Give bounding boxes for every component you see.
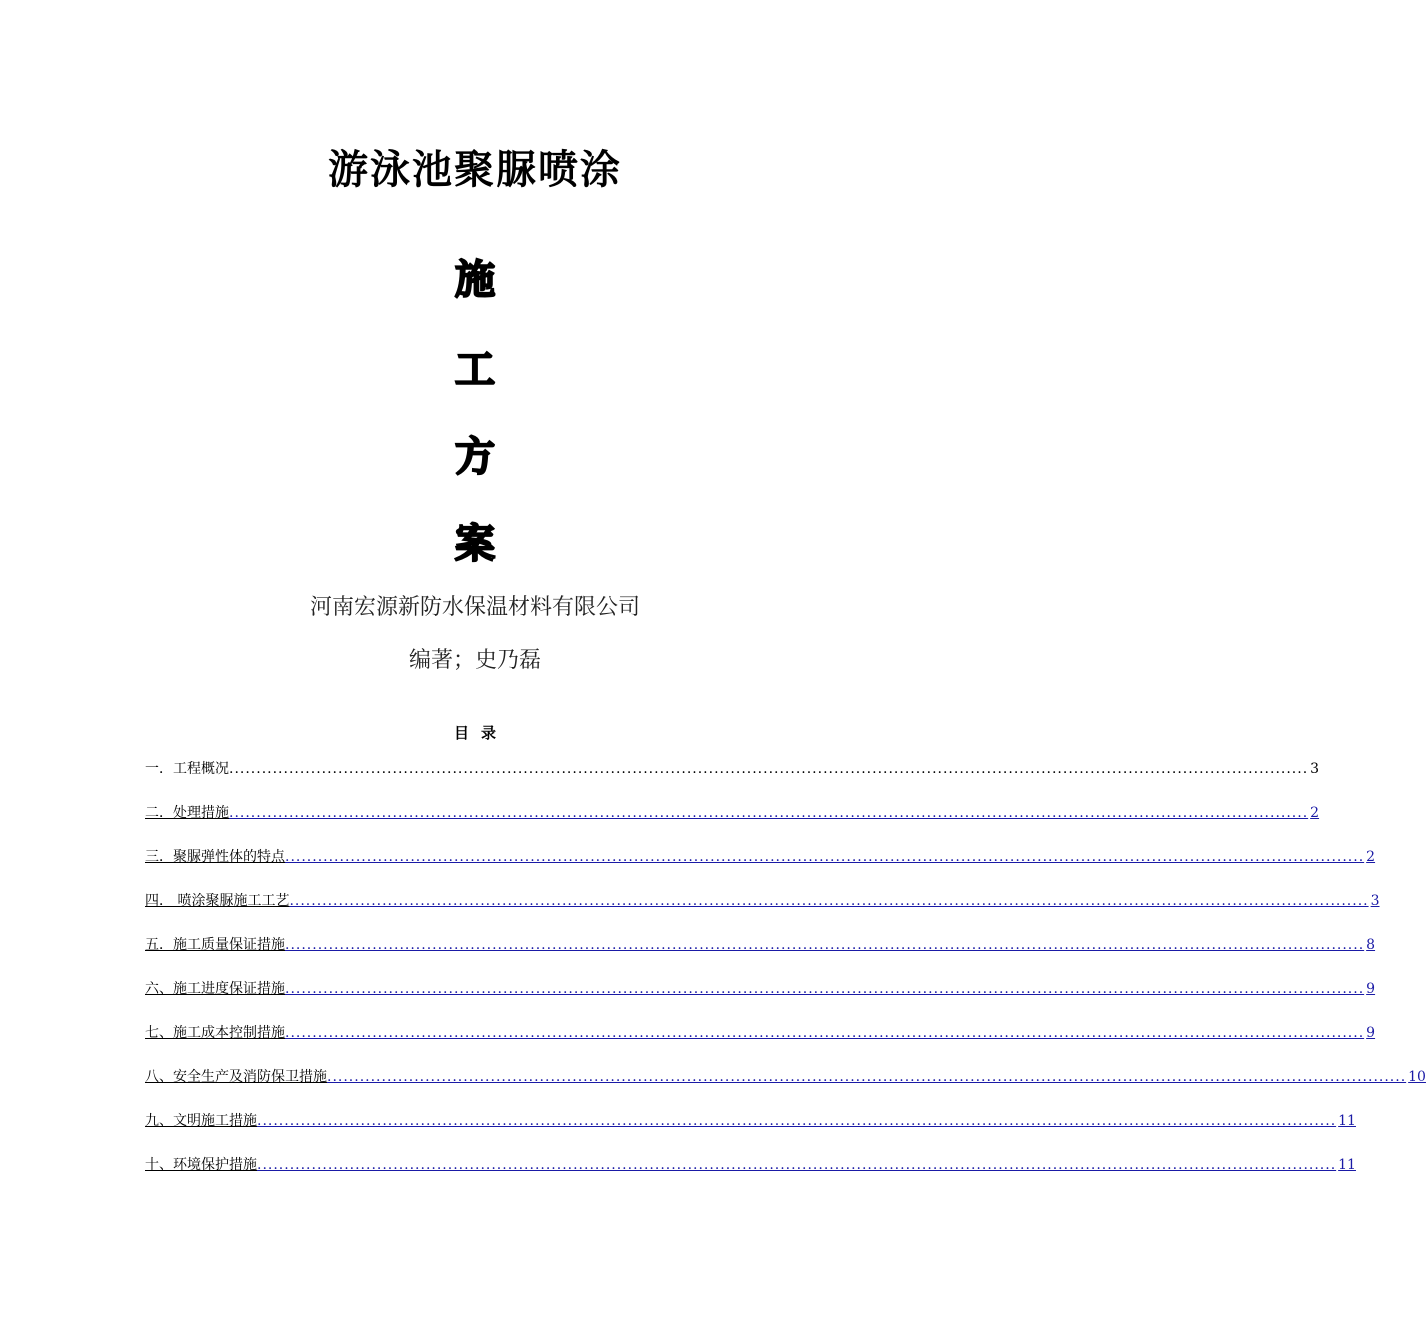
toc-entry-label: 三．聚脲弹性体的特点 (145, 849, 285, 865)
toc-leader-dots: ...................................................................................................................................................................................................... (289, 893, 1369, 909)
toc-entry-page: 10 (1408, 1069, 1426, 1085)
toc-entry-label: 六、施工进度保证措施 (145, 981, 285, 997)
toc-leader-dots: ...................................................................................................................................................................................................... (257, 1113, 1337, 1129)
toc-entry-page: 8 (1366, 937, 1376, 953)
subtitle-char-3: 方 (455, 434, 495, 480)
toc-leader-dots: ...................................................................................................................................................................................................... (285, 937, 1365, 953)
subtitle-char-1: 施 (455, 257, 495, 303)
toc-entry-label: 五．施工质量保证措施 (145, 937, 285, 953)
author-line: 编著；史乃磊 (408, 648, 541, 673)
toc-leader-dots: ...................................................................................................................................................................................................... (285, 849, 1365, 865)
toc-entry-7[interactable] (145, 1022, 1376, 1066)
toc-leader-dots: ...................................................................................................................................................................................................... (285, 1025, 1365, 1041)
toc-leader-dots: ...................................................................................................................................................................................................... (285, 981, 1365, 997)
toc-entry-label: 四． 喷涂聚脲施工工艺 (145, 893, 290, 909)
toc-entry-page: 9 (1366, 1025, 1376, 1041)
toc-entry-label: 八、安全生产及消防保卫措施 (145, 1069, 327, 1085)
toc-entry-1[interactable] (145, 758, 1320, 802)
toc-entry-label: 一．工程概况 (145, 761, 229, 777)
subtitle-char-2: 工 (455, 347, 495, 393)
toc-entry-page: 9 (1366, 981, 1376, 997)
toc-entry-label: 七、施工成本控制措施 (145, 1025, 285, 1041)
company-name: 河南宏源新防水保温材料有限公司 (309, 595, 640, 620)
table-of-contents (145, 758, 1426, 1198)
toc-entry-label: 十、环境保护措施 (145, 1157, 257, 1173)
toc-leader-dots: ...................................................................................................................................................................................................... (327, 1069, 1407, 1085)
toc-entry-page: 11 (1338, 1113, 1356, 1129)
toc-entry-9[interactable] (145, 1110, 1356, 1154)
toc-entry-page: 11 (1338, 1157, 1356, 1173)
toc-entry-page: 3 (1370, 893, 1380, 909)
toc-leader-dots: ...................................................................................................................................................................................................... (257, 1157, 1337, 1173)
toc-entry-5[interactable] (145, 934, 1376, 978)
toc-entry-3[interactable] (145, 846, 1376, 890)
toc-entry-10[interactable] (145, 1154, 1356, 1198)
toc-entry-label: 二．处理措施 (145, 805, 229, 821)
toc-entry-page: 2 (1366, 849, 1376, 865)
toc-entry-8[interactable] (145, 1066, 1426, 1110)
subtitle-char-4: 案 (455, 521, 495, 567)
toc-entry-6[interactable] (145, 978, 1376, 1022)
toc-entry-4[interactable] (145, 890, 1380, 934)
toc-entry-label: 九、文明施工措施 (145, 1113, 257, 1129)
toc-heading: 目录 (453, 724, 508, 742)
toc-leader-dots: ...................................................................................................................................................................................................... (229, 761, 1309, 777)
toc-entry-page: 3 (1310, 761, 1320, 777)
document-title: 游泳池聚脲喷涂 (328, 147, 622, 193)
toc-entry-page: 2 (1310, 805, 1320, 821)
toc-leader-dots: ...................................................................................................................................................................................................... (229, 805, 1309, 821)
toc-entry-2[interactable] (145, 802, 1320, 846)
